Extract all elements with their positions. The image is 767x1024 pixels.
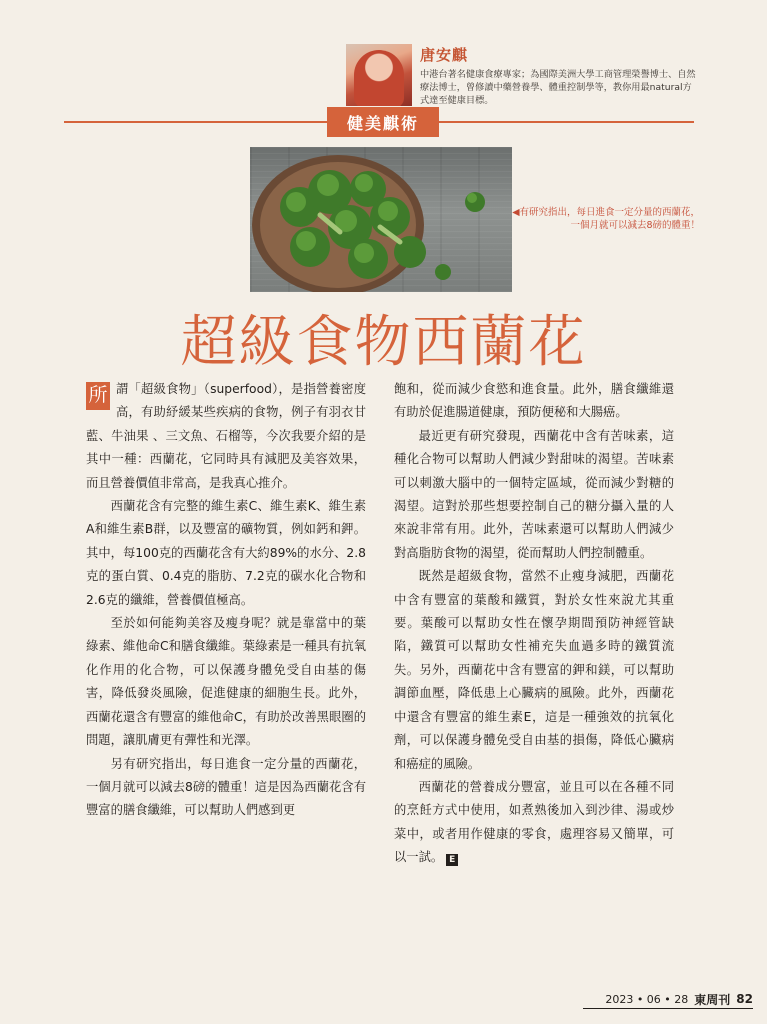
article-paragraph: 飽和，從而減少食慾和進食量。此外，膳食纖維還有助於促進腸道健康，預防便秘和大腸癌。	[394, 382, 674, 420]
article-paragraph: 所 謂「超級食物」（superfood），是指營養密度高，有助紓緩某些疾病的食物，例子有羽衣甘藍、牛油果 、三文魚、石榴等，今次我要介紹的是其中一種：西蘭花，它同時具有減肥及美容效果，而且營養價值非常高，是我真心推介。	[86, 382, 366, 490]
author-name: 唐安麒	[420, 46, 469, 64]
magazine-logo: 東周刊	[694, 992, 731, 1007]
article-paragraph: 至於如何能夠美容及瘦身呢？就是靠當中的葉綠素、維他命C和膳食纖維。葉綠素是一種具有抗氧化作用的化合物，可以保護身體免受自由基的傷害，降低發炎風險，促進健康的細胞生長。此外，西蘭花還含有豐富的維他命C，有助於改善黑眼圈的問題，讓肌膚更有彈性和光澤。	[86, 616, 366, 748]
column-title-badge: 健美麒術	[327, 107, 439, 137]
footer-rule	[583, 1008, 753, 1009]
broccoli-photo	[250, 147, 512, 292]
article-column-right	[394, 378, 674, 870]
page-number: 82	[736, 992, 753, 1006]
article-paragraph: 既然是超級食物，當然不止瘦身減肥，西蘭花中含有豐富的葉酸和鐵質，對於女性來說尤其重要。葉酸可以幫助女性在懷孕期間預防神經管缺陷，鐵質可以幫助女性補充失血過多時的鐵質流失。另外，西蘭花中含有豐富的鉀和鎂，可以幫助調節血壓，降低患上心臟病的風險。此外，西蘭花中還含有豐富的維生素E，這是一種強效的抗氧化劑，可以保護身體免受自由基的損傷，降低心臟病和癌症的風險。	[394, 569, 674, 771]
author-photo	[346, 44, 412, 106]
article-column-left	[86, 378, 366, 823]
article-headline: 超級食物西蘭花	[180, 310, 587, 375]
article-paragraph: 另有研究指出，每日進食一定分量的西蘭花，一個月就可以減去8磅的體重！這是因為西蘭花含有豐富的膳食纖維，可以幫助人們感到更	[86, 756, 366, 818]
author-bio: 中港台著名健康食療專家；為國際美洲大學工商管理榮譽博士、自然療法博士，曾修讀中藥營養學、體重控制學等，教你用最natural方式達至健康目標。	[420, 69, 696, 106]
broccoli-illustration	[250, 147, 512, 292]
article-paragraph: 西蘭花的營養成分豐富，並且可以在各種不同的烹飪方式中使用，如煮熟後加入到沙律、湯或炒菜中，或者用作健康的零食，處理容易又簡單，可以一試。 E	[394, 779, 674, 866]
photo-caption: ◀有研究指出，每日進食一定分量的西蘭花，一個月就可以減去8磅的體重！	[512, 207, 700, 231]
end-mark-icon: E	[446, 854, 458, 866]
author-portrait-figure	[354, 50, 404, 106]
article-paragraph: 西蘭花含有完整的維生素C、維生素K、維生素A和維生素B群，以及豐富的礦物質，例如鈣和鉀。其中，每100克的西蘭花含有大約89%的水分、2.8克的蛋白質、0.4克的脂肪、7.2克的碳水化合物和2.6克的纖維，營養價值極高。	[86, 499, 366, 607]
drop-cap: 所	[86, 382, 110, 410]
page-footer	[605, 990, 753, 1008]
issue-date: 2023 • 06 • 28	[605, 992, 689, 1006]
article-paragraph: 最近更有研究發現，西蘭花中含有苦味素，這種化合物可以幫助人們減少對甜味的渴望。苦味素可以刺激大腦中的一個特定區域，從而減少對糖的渴望。這對於那些想要控制自己的糖分攝入量的人來說非常有用。此外，苦味素還可以幫助人們減少對高脂肪食物的渴望，從而幫助人們控制體重。	[394, 428, 674, 560]
